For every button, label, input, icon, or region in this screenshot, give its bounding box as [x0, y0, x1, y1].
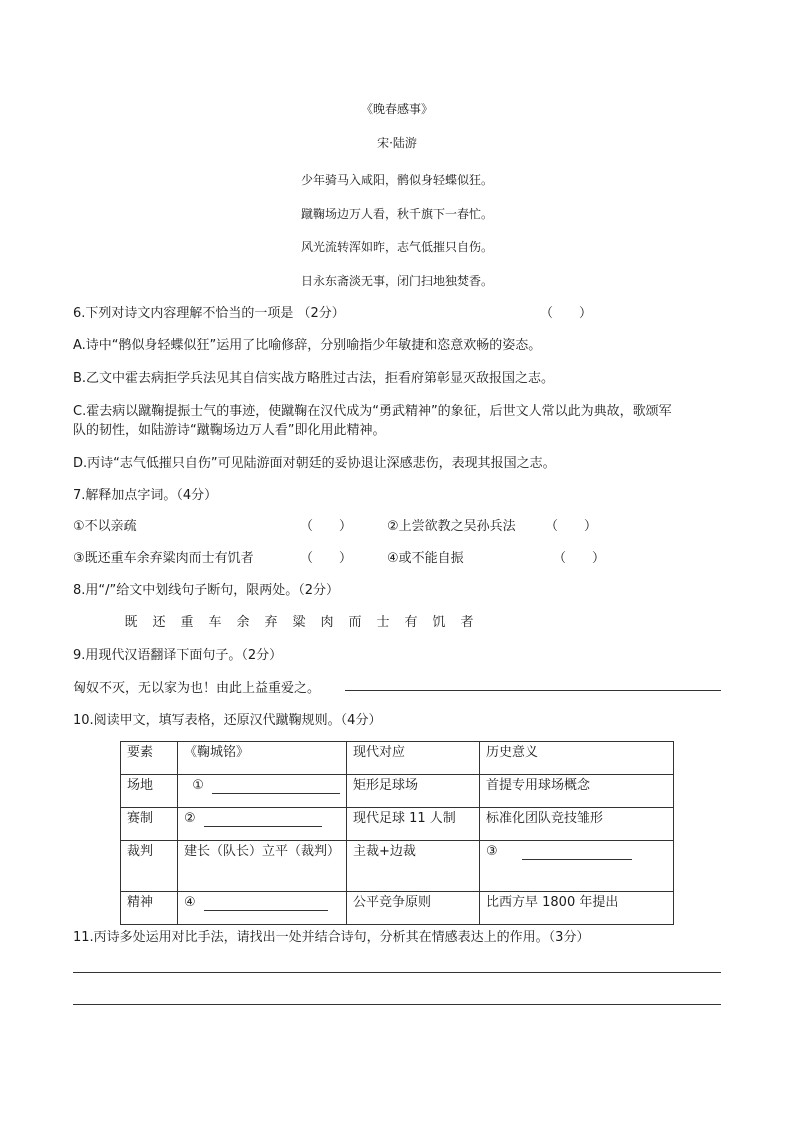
- q7-stem: 7.解释加点字词。（4分）: [73, 488, 218, 503]
- header-cell: 《鞠城铭》: [178, 742, 347, 775]
- q6-stem: 6.下列对诗文内容理解不恰当的一项是 （2分）: [73, 306, 345, 321]
- table-cell: 首提专用球场概念: [480, 775, 674, 808]
- q6-answer-paren[interactable]: （ ）: [540, 306, 593, 321]
- table-cell: 公平竞争原则: [347, 892, 480, 925]
- table-cell: 裁判: [121, 841, 178, 892]
- table-header-row: [121, 742, 674, 775]
- q6-option-c: C.霍去病以蹴鞠提振士气的事迹，使蹴鞠在汉代成为“勇武精神”的象征，后世文人常以此为典故，歌颂军: [73, 404, 672, 419]
- q6-option-b: B.乙文中霍去病拒学兵法见其自信实战方略胜过古法，拒看府第彰显灭敌报国之志。: [73, 371, 555, 386]
- table-cell: 场地: [121, 775, 178, 808]
- blank-line[interactable]: [204, 812, 322, 827]
- q6-option-c-cont: 队的韧性，如陆游诗“蹴鞠场边万人看”即化用此精神。: [73, 423, 386, 438]
- q8-char: 车: [208, 615, 222, 630]
- table-cell-blank[interactable]: [178, 808, 347, 841]
- poem-line-3: 风光流转浑如昨，志气低摧只自伤。: [300, 240, 493, 254]
- blank-line[interactable]: [522, 845, 632, 860]
- rules-table: [120, 741, 674, 925]
- q7-item-3: ③既还重车余弃粱肉而士有饥者: [73, 551, 254, 566]
- blank-marker: ①: [192, 778, 204, 793]
- table-cell-blank[interactable]: [178, 775, 347, 808]
- q8-char: 粱: [292, 615, 306, 630]
- q8-char: 者: [460, 615, 474, 630]
- q11-stem: 11.丙诗多处运用对比手法，请找出一处并结合诗句，分析其在情感表达上的作用。（3分）: [73, 930, 590, 945]
- q7-item-4: ④或不能自振: [387, 551, 464, 566]
- q8-char: 士: [376, 615, 390, 630]
- table-cell-blank[interactable]: [480, 841, 674, 892]
- q8-char: 还: [152, 615, 166, 630]
- table-cell: 标准化团队竞技雏形: [480, 808, 674, 841]
- q6-option-d: D.丙诗“志气低摧只自伤”可见陆游面对朝廷的妥协退让深感悲伤，表现其报国之志。: [73, 456, 556, 471]
- q7-paren-2[interactable]: （ ）: [545, 519, 598, 534]
- blank-marker: ③: [486, 844, 498, 859]
- q8-char: 弃: [264, 615, 278, 630]
- q7-item-2: ②上尝欲教之吴孙兵法: [387, 519, 516, 534]
- table-cell: 矩形足球场: [347, 775, 480, 808]
- q6-option-a: A.诗中“鹘似身轻蝶似狂”运用了比喻修辞，分别喻指少年敏捷和恣意欢畅的姿态。: [73, 338, 542, 353]
- q11-answer-line-2[interactable]: [73, 1004, 721, 1005]
- table-cell: 精神: [121, 892, 178, 925]
- q10-stem: 10.阅读甲文，填写表格，还原汉代蹴鞠规则。（4分）: [73, 713, 382, 728]
- poem-line-2: 蹴鞠场边万人看，秋千旗下一春忙。: [300, 207, 493, 221]
- header-cell: 现代对应: [347, 742, 480, 775]
- poem-line-1: 少年骑马入咸阳，鹘似身轻蝶似狂。: [300, 173, 493, 187]
- q8-char: 而: [348, 615, 362, 630]
- q8-char: 有: [404, 615, 418, 630]
- table-cell: 比西方早 1800 年提出: [480, 892, 674, 925]
- q8-char: 重: [180, 615, 194, 630]
- q8-char: 既: [124, 615, 138, 630]
- q8-sentence[interactable]: [117, 611, 481, 630]
- q9-sentence: 匈奴不灭，无以家为也！由此上益重爱之。: [73, 681, 321, 696]
- table-row: [121, 892, 674, 925]
- table-row: [121, 775, 674, 808]
- table-cell: 主裁+边裁: [347, 841, 480, 892]
- q7-paren-1[interactable]: （ ）: [300, 519, 353, 534]
- poem-author: 宋·陆游: [377, 136, 417, 150]
- q8-char: 肉: [320, 615, 334, 630]
- poem-title: 《晚春感事》: [360, 102, 433, 116]
- blank-line[interactable]: [204, 896, 328, 911]
- table-row: [121, 808, 674, 841]
- q8-char: 余: [236, 615, 250, 630]
- table-cell: 现代足球 11 人制: [347, 808, 480, 841]
- header-cell: 要素: [121, 742, 178, 775]
- q11-answer-line-1[interactable]: [73, 972, 721, 973]
- q8-stem: 8.用“/”给文中划线句子断句，限两处。（2分）: [73, 583, 340, 598]
- blank-marker: ④: [184, 895, 196, 910]
- q9-answer-line[interactable]: [345, 690, 721, 691]
- q8-char: 饥: [432, 615, 446, 630]
- table-cell-blank[interactable]: [178, 892, 347, 925]
- q7-paren-4[interactable]: （ ）: [553, 551, 606, 566]
- q7-paren-3[interactable]: （ ）: [300, 551, 353, 566]
- q9-stem: 9.用现代汉语翻译下面句子。（2分）: [73, 648, 283, 663]
- header-cell: 历史意义: [480, 742, 674, 775]
- table-cell: 赛制: [121, 808, 178, 841]
- q7-item-1: ①不以亲疏: [73, 519, 137, 534]
- blank-marker: ②: [184, 811, 196, 826]
- table-row: [121, 841, 674, 892]
- table-cell: 建长（队长）立平（裁判）: [178, 841, 347, 892]
- blank-line[interactable]: [212, 779, 340, 794]
- poem-line-4: 日永东斋淡无事，闭门扫地独焚香。: [300, 274, 493, 288]
